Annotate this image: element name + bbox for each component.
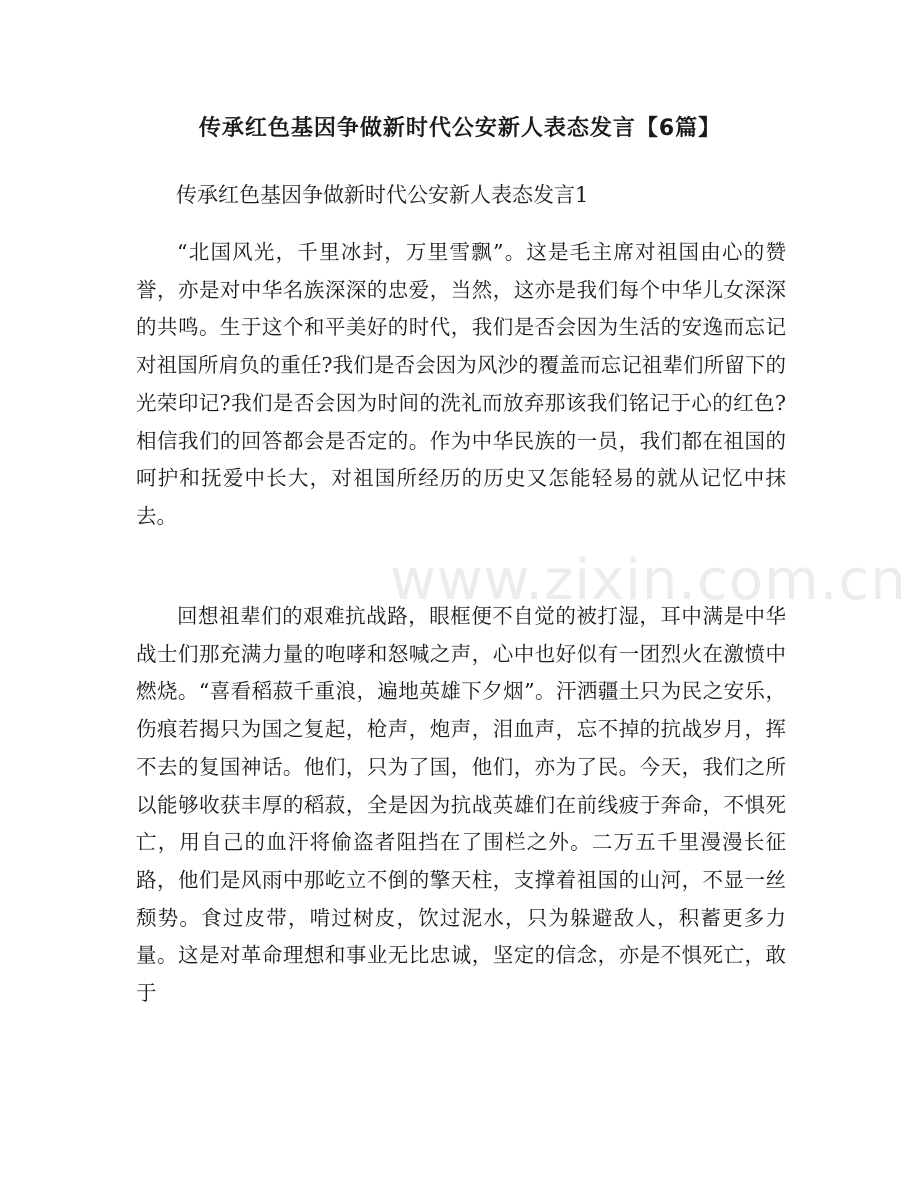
- body-paragraph-2: 回想祖辈们的艰难抗战路，眼框便不自觉的被打湿，耳中满是中华战士们那充满力量的咆哮和怒喊之声，心中也好似有一团烈火在激愤中燃烧。“喜看稻菽千重浪，遍地英雄下夕烟”。汗洒疆土只为民之安乐，伤痕若揭只为国之复起，枪声，炮声，泪血声，忘不掉的抗战岁月，挥不去的复国神话。他们，只为了国，他们，亦为了民。今天，我们之所以能够收获丰厚的稻菽，全是因为抗战英雄们在前线疲于奔命，不惧死亡，用自己的血汗将偷盗者阻挡在了围栏之外。二万五千里漫漫长征路，他们是风雨中那屹立不倒的擎天柱，支撑着祖国的山河，不显一丝颓势。食过皮带，啃过树皮，饮过泥水，只为躲避敌人，积蓄更多力量。这是对革命理想和事业无比忠诚，坚定的信念，亦是不惧死亡，敢于: [136, 604, 786, 1006]
- document-title: 传承红色基因争做新时代公安新人表态发言【6篇】: [198, 116, 722, 141]
- section-subtitle: 传承红色基因争做新时代公安新人表态发言1: [176, 183, 589, 207]
- body-paragraph-1: “北国风光，千里冰封，万里雪飘”。这是毛主席对祖国由心的赞誉，亦是对中华名族深深的忠爱，当然，这亦是我们每个中华儿女深深的共鸣。生于这个和平美好的时代，我们是否会因为生活的安逸而忘记对祖国所肩负的重任?我们是否会因为风沙的覆盖而忘记祖辈们所留下的光荣印记?我们是否会因为时间的洗礼而放弃那该我们铭记于心的红色?相信我们的回答都会是否定的。作为中华民族的一员，我们都在祖国的呵护和抚爱中长大，对祖国所经历的历史又怎能轻易的就从记忆中抹去。: [136, 240, 786, 528]
- site-watermark: www.zixin.com.cn: [390, 548, 907, 613]
